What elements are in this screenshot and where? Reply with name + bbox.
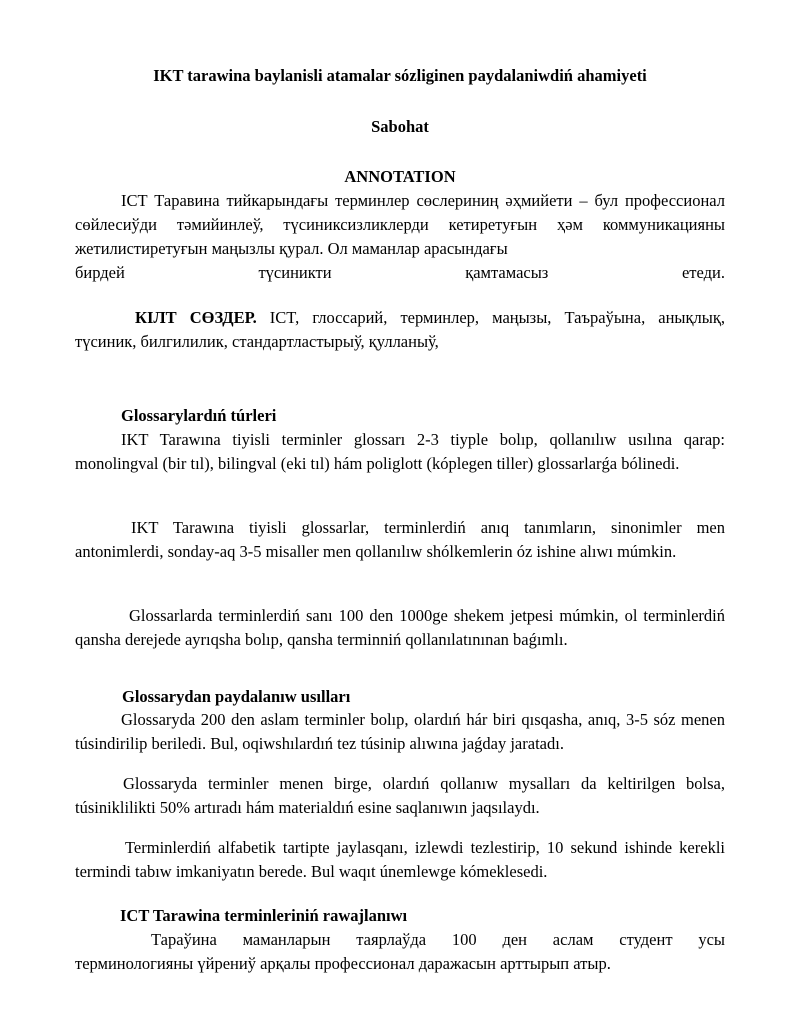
annotation-word: етеди. (681, 263, 725, 282)
section-heading-ict-development: ICT Tarawina terminleriniń rawajlanıwı (120, 906, 408, 925)
section2-paragraph-1: Glossaryda 200 den aslam terminler bolıp, olardıń hár biri qısqasha, anıq, 3-5 sóz menen túsindirilip beriledi. Bul, oqiwshılardıń tez túsinip alıwına jaǵday jaratadı. (75, 710, 725, 753)
section1-paragraph-2: IKT Tarawına tiyisli glossarlar, terminlerdiń anıq tanımların, sinonimler men antonimlerdi, sonday-aq 3-5 misaller men qollanılıw shólkemlerin óz ishine alıwı múmkin. (75, 518, 725, 561)
section2-paragraph-3: Terminlerdiń alfabetik tartipte jaylasqanı, izlewdi tezlestirip, 10 sekund ishinde kerekli termindi tabıw imkaniyatın berede. Bul waqıt únemlewge kómeklesedi. (75, 838, 725, 881)
annotation-last-line (75, 261, 725, 285)
document-title: IKT tarawina baylanisli atamalar sózliginen paydalaniwdiń ahamiyeti (153, 66, 647, 85)
keywords-label: КІЛТ СӨЗДЕР. (135, 308, 257, 327)
section-heading-glossary-usage: Glossarydan paydalanıw usılları (122, 687, 351, 706)
annotation-word: түсиникти (258, 263, 332, 282)
annotation-word: қамтамасыз (465, 263, 549, 282)
annotation-heading: ANNOTATION (344, 167, 456, 186)
section1-paragraph-1: IKT Tarawına tiyisli terminler glossarı 2-3 tiyple bolıp, qollanılıw usılına qarap: monolingval (bir tıl), bilingval (eki tıl) hám poliglott (kóplegen tiller) glossarlarǵa bólinedi. (75, 430, 725, 473)
author-name: Sabohat (371, 117, 429, 136)
section3-line-1: Тараўина маманларын таярлаўда 100 ден аслам студент усы (151, 930, 725, 949)
section-heading-glossary-types: Glossarylardıń túrleri (121, 406, 277, 425)
annotation-paragraph: ICT Таравина тийкарындағы терминлер сөслериниң әҳмийети – бул профессионал сөйлесиўди тәмийинлеў, түсиниксизликлерди кетиретуғын ҳәм коммуникацияны жетилистиретуғын маңызлы қурал. Ол маманлар арасындағы (75, 191, 725, 258)
section2-paragraph-2: Glossaryda terminler menen birge, olardıń qollanıw mysalları da keltirilgen bolsa, túsiniklilikti 50% artıradı hám materialdıń esine saqlanıwın jaqsılaydı. (75, 774, 725, 817)
keywords-text: ICT, глоссарий, терминлер, маңызы, Таъраўына, анықлық, түсиник, билгилилик, стандартластырыў, қулланыў, (75, 308, 725, 351)
keywords-paragraph (75, 306, 725, 354)
section3-line-2: терминологияны үйрениў арқалы профессионал даражасын арттырып атыр. (75, 954, 611, 973)
annotation-word: бирдей (75, 263, 125, 282)
section1-paragraph-3: Glossarlarda terminlerdiń sanı 100 den 1000ge shekem jetpesi múmkin, ol terminlerdiń qansha derejede ayrıqsha bolıp, qansha terminniń qollanılatınınan baǵımlı. (75, 606, 725, 649)
